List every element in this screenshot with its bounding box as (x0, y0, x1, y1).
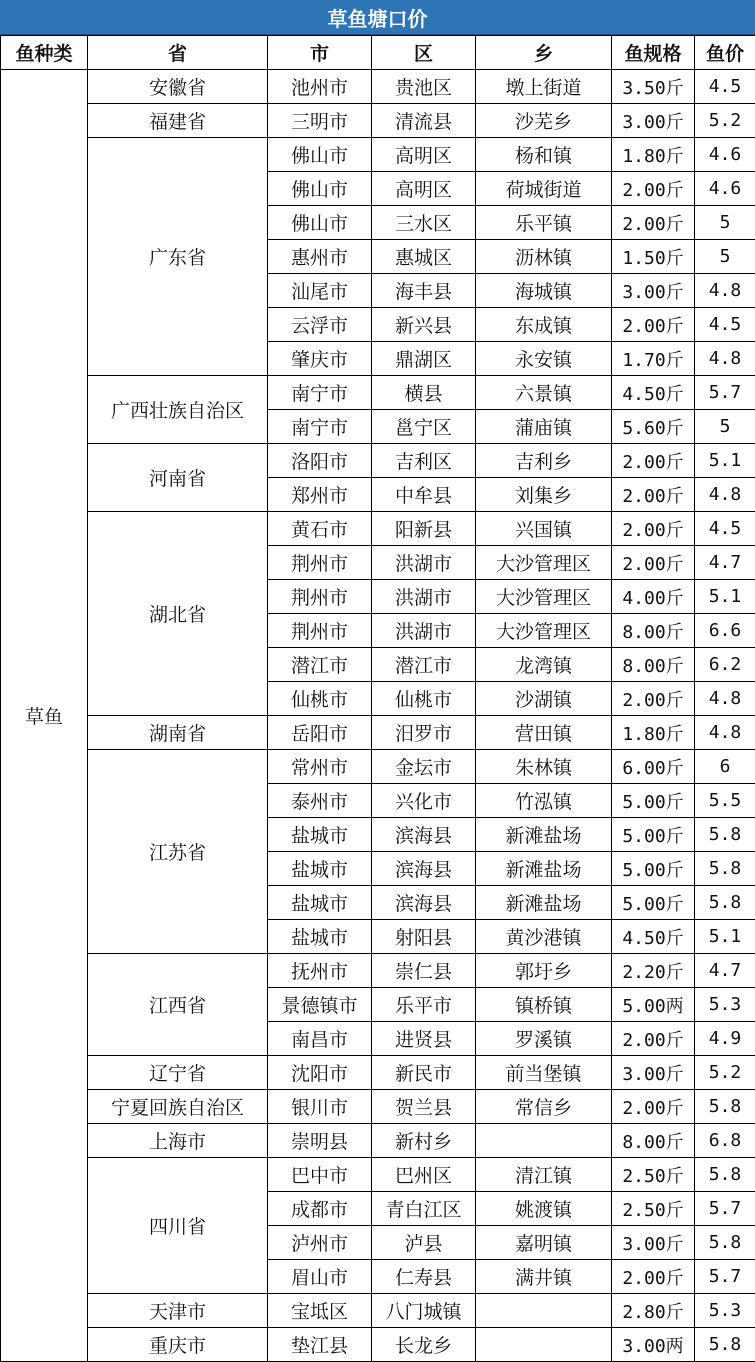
cell-township: 永安镇 (476, 342, 612, 376)
cell-fish-price: 5 (695, 240, 755, 274)
price-table (0, 35, 755, 1362)
cell-township: 蒲庙镇 (476, 410, 612, 444)
cell-fish-size: 2.00斤 (612, 308, 695, 342)
cell-fish-price: 5.8 (695, 1090, 755, 1124)
cell-fish-size: 8.00斤 (612, 614, 695, 648)
cell-township: 黄沙港镇 (476, 920, 612, 954)
table-row (1, 376, 755, 410)
cell-fish-price: 5.7 (695, 1260, 755, 1294)
table-row (1, 512, 755, 546)
table-row (1, 104, 755, 138)
cell-fish-size: 2.00斤 (612, 546, 695, 580)
cell-city: 泰州市 (268, 784, 372, 818)
cell-city: 南昌市 (268, 1022, 372, 1056)
cell-city: 盐城市 (268, 818, 372, 852)
table-row (1, 954, 755, 988)
cell-province: 河南省 (88, 444, 268, 512)
cell-city: 岳阳市 (268, 716, 372, 750)
cell-fish-size: 4.50斤 (612, 376, 695, 410)
cell-township: 六景镇 (476, 376, 612, 410)
cell-fish-size: 4.50斤 (612, 920, 695, 954)
cell-city: 南宁市 (268, 376, 372, 410)
table-row (1, 1328, 755, 1362)
cell-district: 乐平市 (372, 988, 476, 1022)
cell-province: 广西壮族自治区 (88, 376, 268, 444)
cell-township: 吉利乡 (476, 444, 612, 478)
cell-township: 乐平镇 (476, 206, 612, 240)
cell-province: 江西省 (88, 954, 268, 1056)
cell-township (476, 1124, 612, 1158)
cell-fish-size: 2.50斤 (612, 1192, 695, 1226)
cell-township: 常信乡 (476, 1090, 612, 1124)
header-fish-price: 鱼价 (695, 36, 755, 70)
cell-fish-price: 4.8 (695, 716, 755, 750)
cell-township: 营田镇 (476, 716, 612, 750)
cell-township: 东成镇 (476, 308, 612, 342)
cell-city: 潜江市 (268, 648, 372, 682)
cell-district: 贵池区 (372, 70, 476, 104)
cell-fish-size: 2.80斤 (612, 1294, 695, 1328)
cell-fish-price: 5.8 (695, 1158, 755, 1192)
cell-province: 天津市 (88, 1294, 268, 1328)
cell-fish-price: 6.6 (695, 614, 755, 648)
table-row (1, 70, 755, 104)
cell-district: 吉利区 (372, 444, 476, 478)
cell-fish-size: 2.00斤 (612, 1090, 695, 1124)
cell-district: 洪湖市 (372, 614, 476, 648)
cell-city: 抚州市 (268, 954, 372, 988)
cell-fish-size: 2.00斤 (612, 512, 695, 546)
table-row (1, 750, 755, 784)
cell-township: 新滩盐场 (476, 852, 612, 886)
cell-fish-size: 3.00斤 (612, 104, 695, 138)
cell-district: 巴州区 (372, 1158, 476, 1192)
cell-fish-price: 6.2 (695, 648, 755, 682)
cell-township: 罗溪镇 (476, 1022, 612, 1056)
cell-province: 安徽省 (88, 70, 268, 104)
cell-fish-price: 4.8 (695, 274, 755, 308)
cell-fish-price: 4.7 (695, 954, 755, 988)
cell-fish-size: 2.50斤 (612, 1158, 695, 1192)
cell-fish-size: 4.00斤 (612, 580, 695, 614)
cell-district: 新兴县 (372, 308, 476, 342)
cell-fish-size: 5.00斤 (612, 886, 695, 920)
cell-fish-size: 1.80斤 (612, 716, 695, 750)
cell-fish-price: 5.2 (695, 1056, 755, 1090)
header-province: 省 (88, 36, 268, 70)
cell-fish-size: 3.00斤 (612, 1226, 695, 1260)
cell-township: 竹泓镇 (476, 784, 612, 818)
table-row (1, 444, 755, 478)
cell-province: 江苏省 (88, 750, 268, 954)
cell-fish-price: 5.8 (695, 852, 755, 886)
cell-fish-price: 4.5 (695, 512, 755, 546)
cell-city: 银川市 (268, 1090, 372, 1124)
cell-province: 四川省 (88, 1158, 268, 1294)
cell-fish-size: 1.50斤 (612, 240, 695, 274)
cell-city: 垫江县 (268, 1328, 372, 1362)
cell-city: 云浮市 (268, 308, 372, 342)
cell-district: 横县 (372, 376, 476, 410)
cell-fish-size: 3.00斤 (612, 1056, 695, 1090)
table-body (1, 70, 755, 1362)
cell-township: 大沙管理区 (476, 580, 612, 614)
cell-fish-size: 2.00斤 (612, 206, 695, 240)
cell-district: 贺兰县 (372, 1090, 476, 1124)
cell-city: 肇庆市 (268, 342, 372, 376)
header-township: 乡 (476, 36, 612, 70)
cell-township: 墩上街道 (476, 70, 612, 104)
cell-city: 泸州市 (268, 1226, 372, 1260)
cell-district: 鼎湖区 (372, 342, 476, 376)
header-city: 市 (268, 36, 372, 70)
cell-province: 重庆市 (88, 1328, 268, 1362)
table-row (1, 1056, 755, 1090)
cell-fish-price: 5.1 (695, 920, 755, 954)
cell-district: 高明区 (372, 138, 476, 172)
cell-fish-price: 5.7 (695, 1192, 755, 1226)
cell-fish-price: 5.8 (695, 1328, 755, 1362)
cell-township: 兴国镇 (476, 512, 612, 546)
cell-township: 姚渡镇 (476, 1192, 612, 1226)
table-row (1, 716, 755, 750)
cell-fish-price: 5.3 (695, 988, 755, 1022)
cell-fish-size: 2.00斤 (612, 1260, 695, 1294)
cell-province: 宁夏回族自治区 (88, 1090, 268, 1124)
cell-township (476, 1328, 612, 1362)
cell-city: 成都市 (268, 1192, 372, 1226)
cell-fish-size: 2.00斤 (612, 478, 695, 512)
cell-fish-price: 4.7 (695, 546, 755, 580)
cell-district: 洪湖市 (372, 580, 476, 614)
cell-district: 仙桃市 (372, 682, 476, 716)
cell-city: 盐城市 (268, 886, 372, 920)
cell-fish-size: 5.00斤 (612, 784, 695, 818)
cell-township: 杨和镇 (476, 138, 612, 172)
cell-fish-price: 4.6 (695, 172, 755, 206)
cell-fish-price: 6 (695, 750, 755, 784)
cell-fish-price: 5 (695, 410, 755, 444)
table-row (1, 1124, 755, 1158)
cell-district: 滨海县 (372, 886, 476, 920)
cell-city: 景德镇市 (268, 988, 372, 1022)
cell-fish-size: 2.00斤 (612, 1022, 695, 1056)
cell-province: 湖北省 (88, 512, 268, 716)
cell-fish-size: 2.20斤 (612, 954, 695, 988)
cell-fish-price: 5.8 (695, 1226, 755, 1260)
cell-fish-size: 2.00斤 (612, 682, 695, 716)
cell-district: 邕宁区 (372, 410, 476, 444)
cell-fish-size: 2.00斤 (612, 172, 695, 206)
cell-township: 镇桥镇 (476, 988, 612, 1022)
cell-district: 崇仁县 (372, 954, 476, 988)
cell-district: 潜江市 (372, 648, 476, 682)
cell-fish-price: 4.9 (695, 1022, 755, 1056)
cell-fish-price: 5.8 (695, 818, 755, 852)
cell-city: 洛阳市 (268, 444, 372, 478)
cell-fish-price: 4.5 (695, 308, 755, 342)
cell-district: 新村乡 (372, 1124, 476, 1158)
cell-fish-size: 3.00斤 (612, 274, 695, 308)
cell-district: 滨海县 (372, 818, 476, 852)
cell-city: 荆州市 (268, 580, 372, 614)
cell-township: 新滩盐场 (476, 818, 612, 852)
header-fish-type: 鱼种类 (1, 36, 88, 70)
cell-district: 洪湖市 (372, 546, 476, 580)
cell-province: 上海市 (88, 1124, 268, 1158)
cell-township: 清江镇 (476, 1158, 612, 1192)
cell-city: 佛山市 (268, 138, 372, 172)
cell-district: 金坛市 (372, 750, 476, 784)
cell-fish-price: 4.8 (695, 342, 755, 376)
cell-city: 巴中市 (268, 1158, 372, 1192)
cell-fish-price: 5 (695, 206, 755, 240)
cell-city: 三明市 (268, 104, 372, 138)
cell-district: 泸县 (372, 1226, 476, 1260)
cell-fish-price: 5.7 (695, 376, 755, 410)
cell-township: 满井镇 (476, 1260, 612, 1294)
cell-province: 福建省 (88, 104, 268, 138)
cell-fish-size: 6.00斤 (612, 750, 695, 784)
cell-province: 湖南省 (88, 716, 268, 750)
cell-fish-type: 草鱼 (1, 70, 88, 1362)
cell-district: 长龙乡 (372, 1328, 476, 1362)
cell-district: 三水区 (372, 206, 476, 240)
table-row (1, 138, 755, 172)
cell-fish-size: 2.00斤 (612, 444, 695, 478)
cell-fish-size: 8.00斤 (612, 648, 695, 682)
cell-city: 池州市 (268, 70, 372, 104)
cell-city: 黄石市 (268, 512, 372, 546)
cell-district: 进贤县 (372, 1022, 476, 1056)
cell-fish-price: 4.6 (695, 138, 755, 172)
cell-city: 惠州市 (268, 240, 372, 274)
cell-fish-price: 6.8 (695, 1124, 755, 1158)
cell-fish-price: 5.1 (695, 444, 755, 478)
cell-district: 八门城镇 (372, 1294, 476, 1328)
cell-city: 仙桃市 (268, 682, 372, 716)
cell-fish-size: 5.00斤 (612, 818, 695, 852)
cell-district: 滨海县 (372, 852, 476, 886)
cell-township (476, 1294, 612, 1328)
cell-city: 常州市 (268, 750, 372, 784)
cell-city: 盐城市 (268, 852, 372, 886)
table-row (1, 1294, 755, 1328)
header-row (1, 36, 755, 70)
cell-fish-size: 3.00两 (612, 1328, 695, 1362)
cell-fish-price: 4.8 (695, 682, 755, 716)
header-district: 区 (372, 36, 476, 70)
cell-district: 仁寿县 (372, 1260, 476, 1294)
cell-fish-price: 4.8 (695, 478, 755, 512)
cell-fish-size: 8.00斤 (612, 1124, 695, 1158)
cell-city: 盐城市 (268, 920, 372, 954)
cell-fish-price: 4.5 (695, 70, 755, 104)
cell-district: 高明区 (372, 172, 476, 206)
table-row (1, 1158, 755, 1192)
cell-township: 沙湖镇 (476, 682, 612, 716)
cell-township: 沙芜乡 (476, 104, 612, 138)
cell-township: 嘉明镇 (476, 1226, 612, 1260)
cell-fish-price: 5.2 (695, 104, 755, 138)
cell-district: 兴化市 (372, 784, 476, 818)
cell-township: 新滩盐场 (476, 886, 612, 920)
cell-city: 佛山市 (268, 206, 372, 240)
cell-fish-size: 5.00两 (612, 988, 695, 1022)
cell-city: 佛山市 (268, 172, 372, 206)
cell-province: 辽宁省 (88, 1056, 268, 1090)
cell-township: 海城镇 (476, 274, 612, 308)
cell-township: 龙湾镇 (476, 648, 612, 682)
cell-district: 射阳县 (372, 920, 476, 954)
table-row (1, 1090, 755, 1124)
cell-district: 青白江区 (372, 1192, 476, 1226)
cell-fish-size: 1.80斤 (612, 138, 695, 172)
cell-fish-price: 5.8 (695, 886, 755, 920)
cell-district: 惠城区 (372, 240, 476, 274)
cell-district: 汨罗市 (372, 716, 476, 750)
cell-fish-price: 5.5 (695, 784, 755, 818)
cell-township: 前当堡镇 (476, 1056, 612, 1090)
cell-fish-size: 3.50斤 (612, 70, 695, 104)
cell-city: 汕尾市 (268, 274, 372, 308)
cell-fish-price: 5.3 (695, 1294, 755, 1328)
cell-city: 眉山市 (268, 1260, 372, 1294)
cell-city: 南宁市 (268, 410, 372, 444)
cell-township: 沥林镇 (476, 240, 612, 274)
sheet-title: 草鱼塘口价 (0, 0, 755, 35)
cell-township: 大沙管理区 (476, 614, 612, 648)
cell-township: 荷城街道 (476, 172, 612, 206)
cell-fish-size: 5.60斤 (612, 410, 695, 444)
cell-district: 海丰县 (372, 274, 476, 308)
cell-township: 郭圩乡 (476, 954, 612, 988)
header-fish-size: 鱼规格 (612, 36, 695, 70)
cell-district: 中牟县 (372, 478, 476, 512)
cell-city: 荆州市 (268, 546, 372, 580)
cell-city: 崇明县 (268, 1124, 372, 1158)
cell-fish-size: 1.70斤 (612, 342, 695, 376)
cell-township: 朱林镇 (476, 750, 612, 784)
cell-district: 新民市 (372, 1056, 476, 1090)
cell-fish-price: 5.1 (695, 580, 755, 614)
cell-district: 清流县 (372, 104, 476, 138)
cell-city: 宝坻区 (268, 1294, 372, 1328)
cell-township: 大沙管理区 (476, 546, 612, 580)
cell-fish-size: 5.00斤 (612, 852, 695, 886)
cell-city: 郑州市 (268, 478, 372, 512)
cell-city: 沈阳市 (268, 1056, 372, 1090)
cell-city: 荆州市 (268, 614, 372, 648)
cell-district: 阳新县 (372, 512, 476, 546)
cell-township: 刘集乡 (476, 478, 612, 512)
cell-province: 广东省 (88, 138, 268, 376)
